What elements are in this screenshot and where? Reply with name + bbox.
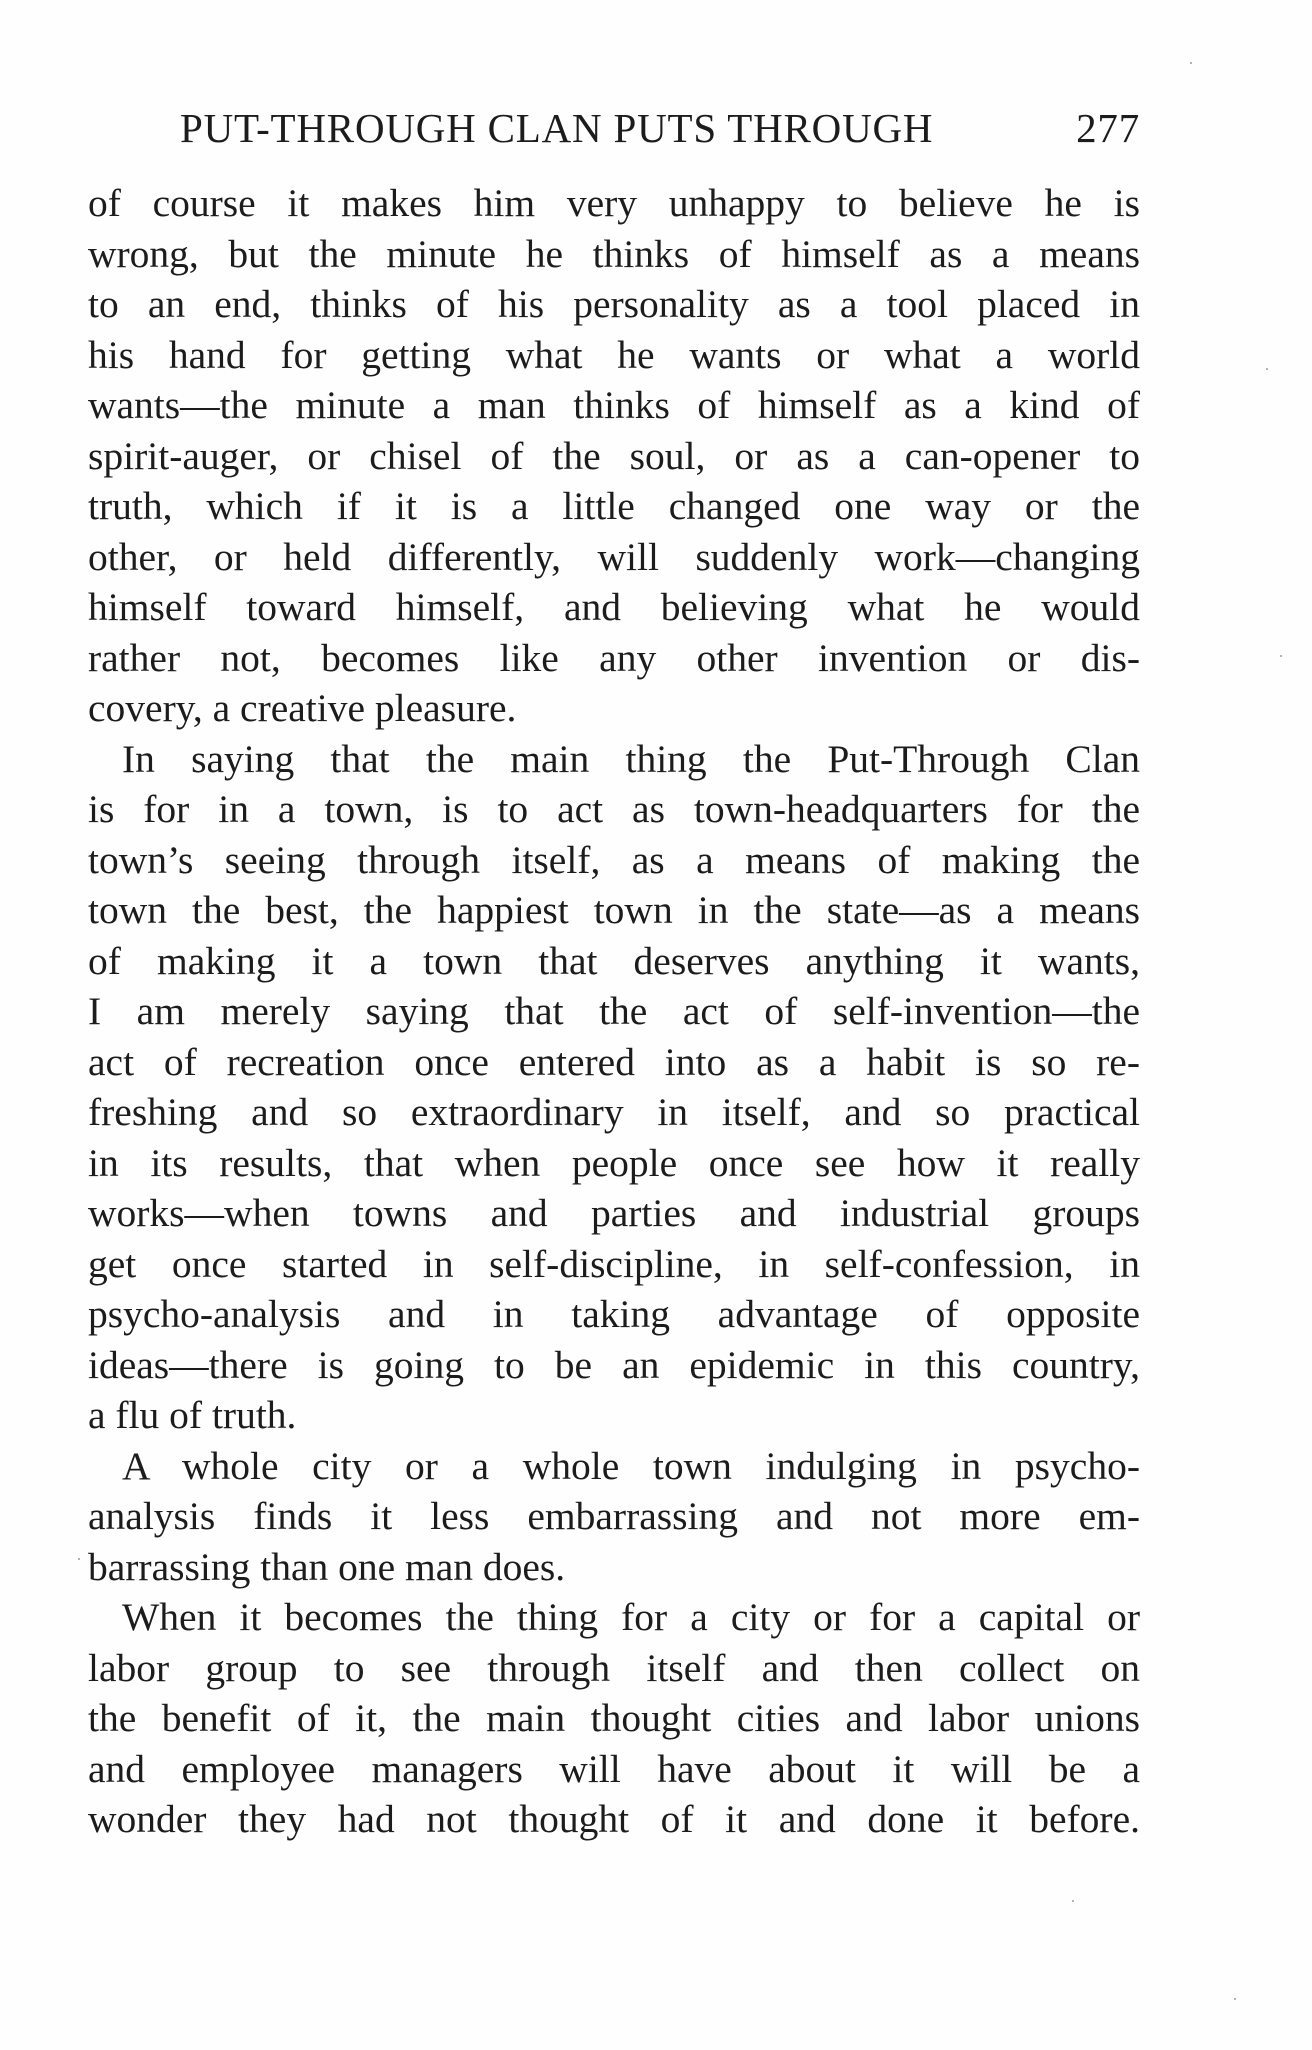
- paper-speck: [78, 1558, 80, 1560]
- text-line: is for in a town, is to act as town-headquarters for the: [88, 787, 1140, 831]
- paper-speck: [1266, 368, 1268, 370]
- running-title: PUT-THROUGH CLAN PUTS THROUGH: [180, 105, 934, 151]
- text-line: I am merely saying that the act of self-invention—the: [88, 989, 1140, 1033]
- text-line: truth, which if it is a little changed one way or the: [88, 484, 1140, 528]
- text-line: town the best, the happiest town in the state—as a means: [88, 888, 1140, 932]
- paragraph-1: [88, 178, 1140, 734]
- running-head: [180, 100, 1140, 156]
- paper-speck: [1190, 62, 1192, 64]
- text-line: works—when towns and parties and industrial groups: [88, 1191, 1140, 1235]
- page-number: 277: [1076, 105, 1140, 151]
- text-line: town’s seeing through itself, as a means of making the: [88, 837, 1140, 882]
- text-line: in its results, that when people once see how it really: [88, 1140, 1140, 1185]
- text-line: his hand for getting what he wants or what a world: [88, 332, 1140, 377]
- text-line: covery, a creative pleasure.: [88, 686, 517, 730]
- text-line: A whole city or a whole town indulging in psycho-: [122, 1443, 1140, 1488]
- text-line: labor group to see through itself and then collect on: [88, 1645, 1140, 1690]
- text-line: freshing and so extraordinary in itself, and so practical: [88, 1090, 1140, 1134]
- text-line: ideas—there is going to be an epidemic in this country,: [88, 1342, 1140, 1387]
- text-line: analysis finds it less embarrassing and not more em-: [88, 1494, 1140, 1538]
- text-line: When it becomes the thing for a city or for a capital or: [122, 1595, 1140, 1639]
- text-line: rather not, becomes like any other invention or dis-: [88, 635, 1140, 680]
- text-line: barrassing than one man does.: [88, 1544, 566, 1589]
- paragraph-2: [88, 734, 1140, 1441]
- paragraph-4: [88, 1592, 1140, 1845]
- text-line: himself toward himself, and believing what he would: [88, 585, 1140, 629]
- paper-speck: [1072, 1900, 1074, 1902]
- text-line: the benefit of it, the main thought cities and labor unions: [88, 1696, 1140, 1740]
- text-line: of making it a town that deserves anything it wants,: [88, 938, 1140, 983]
- text-line: act of recreation once entered into as a habit is so re-: [88, 1039, 1140, 1084]
- paper-speck: [1234, 1998, 1236, 2000]
- text-line: and employee managers will have about it will be a: [88, 1746, 1140, 1791]
- text-line: psycho-analysis and in taking advantage of opposite: [88, 1292, 1140, 1336]
- text-line: wrong, but the minute he thinks of himself as a means: [88, 231, 1140, 276]
- text-line: get once started in self-discipline, in self-confession, in: [88, 1241, 1140, 1286]
- text-line: In saying that the main thing the Put-Through Clan: [122, 736, 1140, 781]
- text-line: other, or held differently, will suddenly work—changing: [88, 534, 1140, 579]
- text-line: of course it makes him very unhappy to believe he is: [88, 181, 1140, 225]
- text-line: wonder they had not thought of it and done it before.: [88, 1797, 1140, 1841]
- text-line: wants—the minute a man thinks of himself as a kind of: [88, 383, 1140, 427]
- paragraph-3: [88, 1441, 1140, 1593]
- text-line: spirit-auger, or chisel of the soul, or as a can-opener to: [88, 433, 1140, 478]
- text-line: a flu of truth.: [88, 1393, 297, 1437]
- body-text: [88, 178, 1140, 1845]
- paper-speck: [1280, 655, 1282, 657]
- text-line: to an end, thinks of his personality as a tool placed in: [88, 282, 1140, 326]
